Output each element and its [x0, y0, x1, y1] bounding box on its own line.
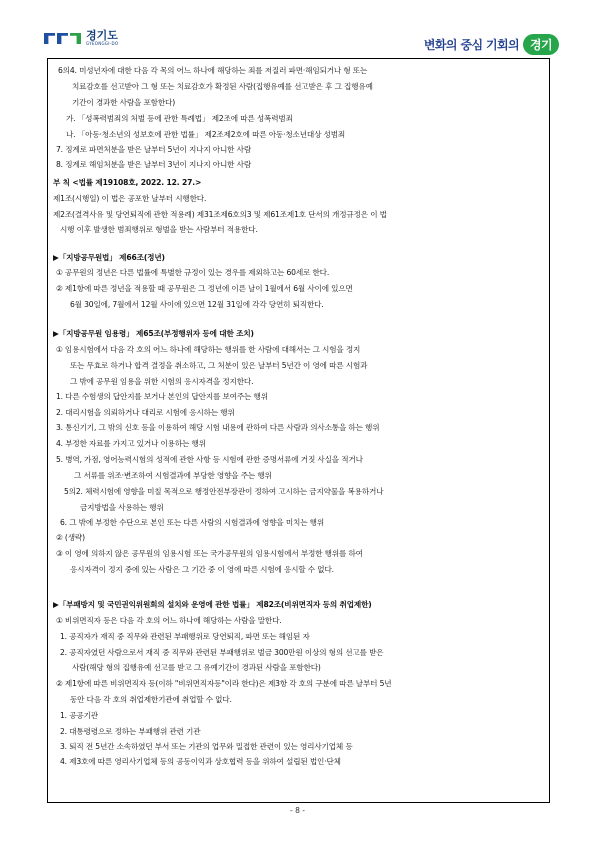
text-line: 6월 30일에, 7월에서 12월 사이에 있으면 12월 31일에 각각 당연히 퇴직한다. — [70, 300, 324, 309]
text-line: 1. 다른 수험생의 답안지를 보거나 본인의 답안지를 보여주는 행위 — [56, 392, 268, 401]
text-line: 나. 「아동·청소년의 성보호에 관한 법률」 제2조제2호에 따른 아동·청소년대상 성범죄 — [66, 130, 346, 139]
text-line: 사람(해당 형의 집행유예 선고를 받고 그 유예기간이 경과된 사람을 포함한다) — [72, 663, 321, 672]
slogan-badge: 경기 — [523, 34, 559, 55]
text-line: 2. 대통령령으로 정하는 부패행위 관련 기관 — [60, 727, 201, 736]
text-line: 6의4. 미성년자에 대한 다음 각 목의 어느 하나에 해당하는 죄를 저질러 파면·해임되거나 형 또는 — [58, 66, 368, 75]
section-heading: ▶「지방공무원법」 제66조(정년) — [53, 253, 165, 262]
text-line: 기간이 경과한 사람을 포함한다) — [72, 98, 176, 107]
page-number: - 8 - — [290, 806, 305, 815]
text-line: 제1조(시행일) 이 법은 공포한 날부터 시행한다. — [53, 194, 207, 203]
text-line: 가. 「성폭력범죄의 처벌 등에 관한 특례법」 제2조에 따른 성폭력범죄 — [66, 114, 293, 123]
text-line: 1. 공공기관 — [60, 711, 98, 720]
section-heading: ▶「부패방지 및 국민권익위원회의 설치와 운영에 관한 법률」 제82조(비위면직자 등의 취업제한) — [53, 600, 372, 609]
text-line: 시행 이후 발생한 범죄행위로 형벌을 받는 사람부터 적용한다. — [60, 225, 258, 234]
text-line: ① 임용시험에서 다음 각 호의 어느 하나에 해당하는 행위를 한 사람에 대해서는 그 시험을 정지 — [56, 345, 361, 354]
text-line: 응시자격이 정지 중에 있는 사람은 그 기간 중 이 영에 따른 시험에 응시할 수 없다. — [70, 565, 334, 574]
text-line: ② 제1항에 따른 비위면직자 등(이하 "비위면직자등"이라 한다)은 제3항 각 호의 구분에 따른 날부터 5년 — [56, 679, 392, 688]
text-line: 1. 공직자가 재직 중 직무와 관련된 부패행위로 당연퇴직, 파면 또는 해임된 자 — [60, 632, 310, 641]
text-line: 5. 병역, 가점, 영어능력시험의 성적에 관한 사항 등 시험에 관한 증명서류에 거짓 사실을 적거나 — [56, 455, 363, 464]
slogan — [424, 34, 559, 55]
text-line: ③ 이 영에 의하지 않은 공무원의 임용시험 또는 국가공무원의 임용시험에서 부정한 행위를 하여 — [56, 549, 363, 558]
text-line: 그 밖에 공무원 임용을 위한 시험의 응시자격을 정지한다. — [70, 377, 254, 386]
text-line: ① 공무원의 정년은 다른 법률에 특별한 규정이 있는 경우를 제외하고는 60세로 한다. — [56, 268, 330, 277]
text-line: 8. 징계로 해임처분을 받은 날부터 3년이 지나지 아니한 사람 — [56, 160, 252, 169]
text-line: 5의2. 체력시험에 영향을 미칠 목적으로 행정안전부장관이 정하여 고시하는 금지약물을 복용하거나 — [64, 487, 384, 496]
text-line: 동안 다음 각 호의 취업제한기관에 취업할 수 없다. — [70, 695, 232, 704]
gyeonggi-logo — [44, 30, 118, 52]
gyeonggi-logo-icon — [44, 33, 81, 44]
text-line: ② (생략) — [56, 533, 85, 542]
text-line: 4. 부정한 자료를 가지고 있거나 이용하는 행위 — [56, 439, 206, 448]
text-line: 3. 퇴직 전 5년간 소속하였던 부서 또는 기관의 업무와 밀접한 관련이 있는 영리사기업체 등 — [60, 742, 353, 751]
text-line: ② 제1항에 따른 정년을 적용할 때 공무원은 그 정년에 이른 날이 1월에서 6월 사이에 있으면 — [56, 284, 353, 293]
text-line: 7. 징계로 파면처분을 받은 날부터 5년이 지나지 아니한 사람 — [56, 145, 252, 154]
page-header — [0, 0, 595, 58]
text-line: 3. 통신기기, 그 밖의 신호 등을 이용하여 해당 시험 내용에 관하여 다른 사람과 의사소통을 하는 행위 — [56, 423, 380, 432]
text-line: 2. 대리시험을 의뢰하거나 대리로 시험에 응시하는 행위 — [56, 408, 235, 417]
section-heading: ▶「지방공무원 임용령」 제65조(부정행위자 등에 대한 조치) — [53, 329, 254, 338]
text-line: 금지방법을 사용하는 행위 — [80, 503, 164, 512]
text-line: ① 비위면직자 등은 다음 각 호의 어느 하나에 해당하는 사람을 말한다. — [56, 616, 282, 625]
addendum-heading: 부 칙 <법률 제19108호, 2022. 12. 27.> — [53, 178, 202, 187]
text-line: 2. 공직자였던 사람으로서 재직 중 직무와 관련된 부패행위로 벌금 300만원 이상의 형의 선고를 받은 — [60, 648, 384, 657]
text-line: 4. 제3호에 따른 영리사기업체 등의 공동이익과 상호협력 등을 위하여 설립된 법인·단체 — [60, 757, 341, 766]
text-line: 그 서류를 위조·변조하여 시험결과에 부당한 영향을 주는 행위 — [74, 471, 272, 480]
text-line: 또는 무효로 하거나 합격 결정을 취소하고, 그 처분이 있은 날부터 5년간 이 영에 따른 시험과 — [70, 361, 368, 370]
logo-text: 경기도 — [86, 29, 118, 42]
logo-subtext: GYEONGGI-DO — [86, 41, 119, 46]
text-line: 6. 그 밖에 부정한 수단으로 본인 또는 다른 사람의 시험결과에 영향을 미치는 행위 — [60, 518, 325, 527]
text-line: 치료감호를 선고받아 그 형 또는 치료감호가 확정된 사람(집행유예를 선고받은 후 그 집행유예 — [72, 82, 373, 91]
text-line: 제2조(결격사유 및 당연퇴직에 관한 적용례) 제31조제6호의3 및 제61조제1호 단서의 개정규정은 이 법 — [53, 210, 387, 219]
slogan-text: 변화의 중심 기회의 — [423, 38, 520, 52]
